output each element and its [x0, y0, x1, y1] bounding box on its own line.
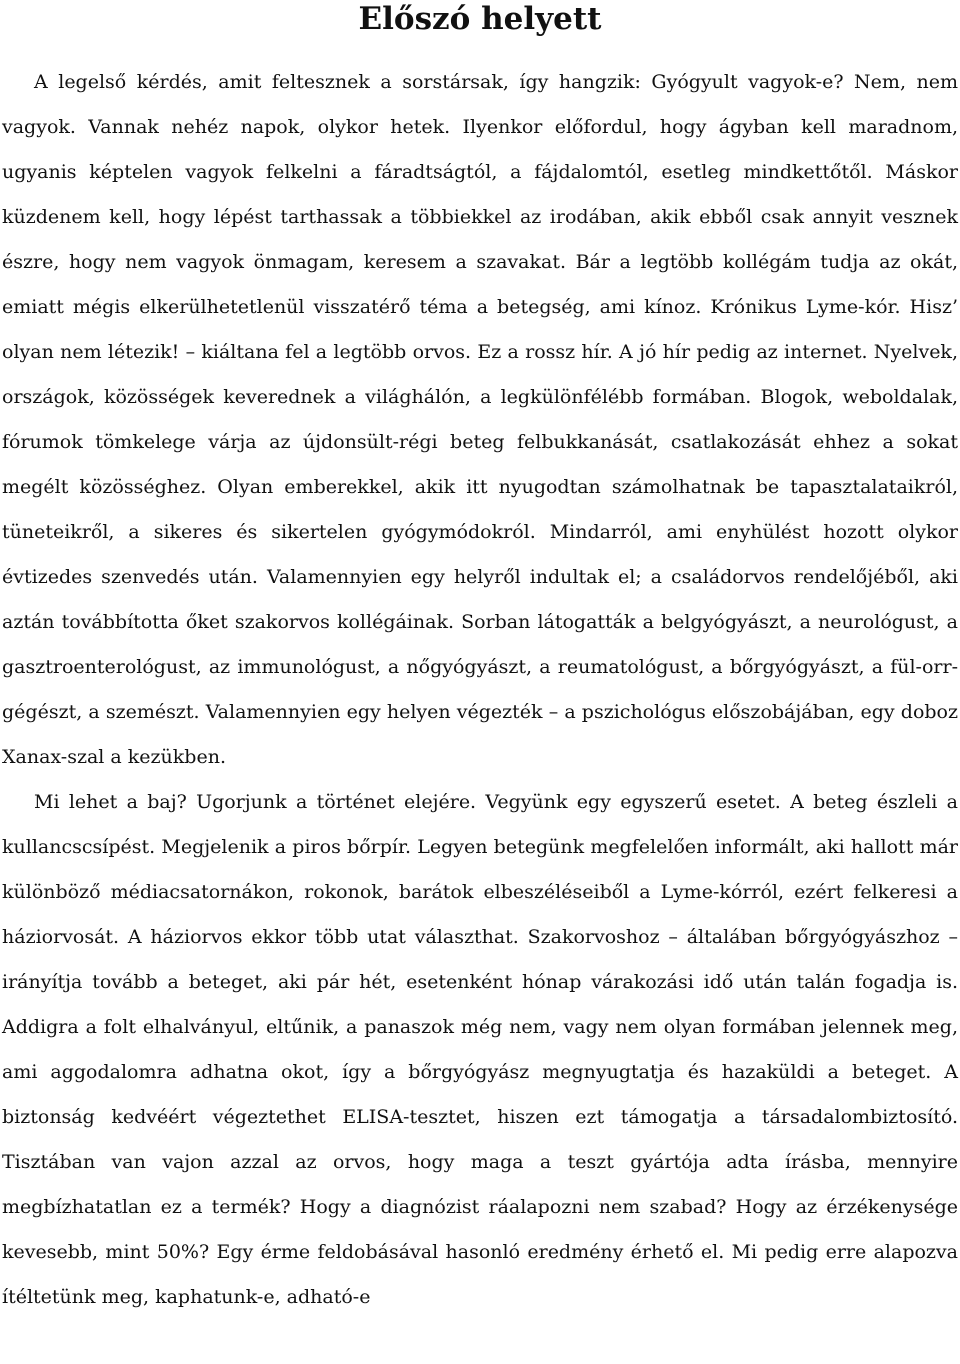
page-title: Előszó helyett: [358, 1, 602, 37]
paragraph-1: A legelső kérdés, amit feltesznek a sorstársak, így hangzik: Gyógyult vagyok-e? Nem, nem vagyok. Vannak nehéz napok, olykor hetek. Ilyenkor előfordul, hogy ágyban kell maradnom, ugyanis képtelen vagyok felkelni a fáradtságtól, a fájdalomtól, esetleg mindkettőtől. Máskor küzdenem kell, hogy lépést tarthassak a többiekkel az irodában, akik ebből csak annyit vesznek észre, hogy nem vagyok önmagam, keresem a szavakat. Bár a legtöbb kollégám tudja az okát, emiatt mégis elkerülhetetlenül visszatérő téma a betegség, ami kínoz. Krónikus Lyme-kór. Hisz’ olyan nem létezik! – kiáltana fel a legtöbb orvos. Ez a rossz hír. A jó hír pedig az internet. Nyelvek, országok, közösségek keverednek a világhálón, a legkülönfélébb formában. Blogok, weboldalak, fórumok tömkelege várja az újdonsült-régi beteg felbukkanását, csatlakozását ehhez a sokat megélt közösséghez. Olyan emberekkel, akik itt nyugodtan számolhatnak be tapasztalataikról, tüneteikről, a sikeres és sikertelen gyógymódokról. Mindarról, ami enyhülést hozott olykor évtizedes szenvedés után. Valamennyien egy helyről indultak el; a családorvos rendelőjéből, aki aztán továbbította őket szakorvos kollégáinak. Sorban látogatták a belgyógyászt, a neurológust, a gasztroenterológust, az immunológust, a nőgyógyászt, a reumatológust, a bőrgyógyászt, a fül-orr-gégészt, a szemészt. Valamennyien egy helyen végezték – a pszichológus előszobájában, egy doboz Xanax-szal a kezükben.: [2, 71, 958, 768]
paragraph-2: Mi lehet a baj? Ugorjunk a történet elejére. Vegyünk egy egyszerű esetet. A beteg észleli a kullancscsípést. Megjelenik a piros bőrpír. Legyen betegünk megfelelően informált, aki hallott már különböző médiacsatornákon, rokonok, barátok elbeszéléseiből a Lyme-kórról, ezért felkeresi a háziorvosát. A háziorvos ekkor több utat választhat. Szakorvoshoz – általában bőrgyógyászhoz – irányítja tovább a beteget, aki pár hét, esetenként hónap várakozási idő után talán fogadja is. Addigra a folt elhalványul, eltűnik, a panaszok még nem, vagy nem olyan formában jelennek meg, ami aggodalomra adhatna okot, így a bőrgyógyász megnyugtatja és hazaküldi a beteget. A biztonság kedvéért végeztethet ELISA-tesztet, hiszen ezt támogatja a társadalombiztosító. Tisztában van vajon azzal az orvos, hogy maga a teszt gyártója adta írásba, mennyire megbízhatatlan ez a termék? Hogy a diagnózist ráalapozni nem szabad? Hogy az érzékenysége kevesebb, mint 50%? Egy érme feldobásával hasonló eredmény érhető el. Mi pedig erre alapozva ítéltetünk meg, kaphatunk-e, adható-e: [2, 791, 958, 1308]
document-body: [2, 60, 958, 1320]
